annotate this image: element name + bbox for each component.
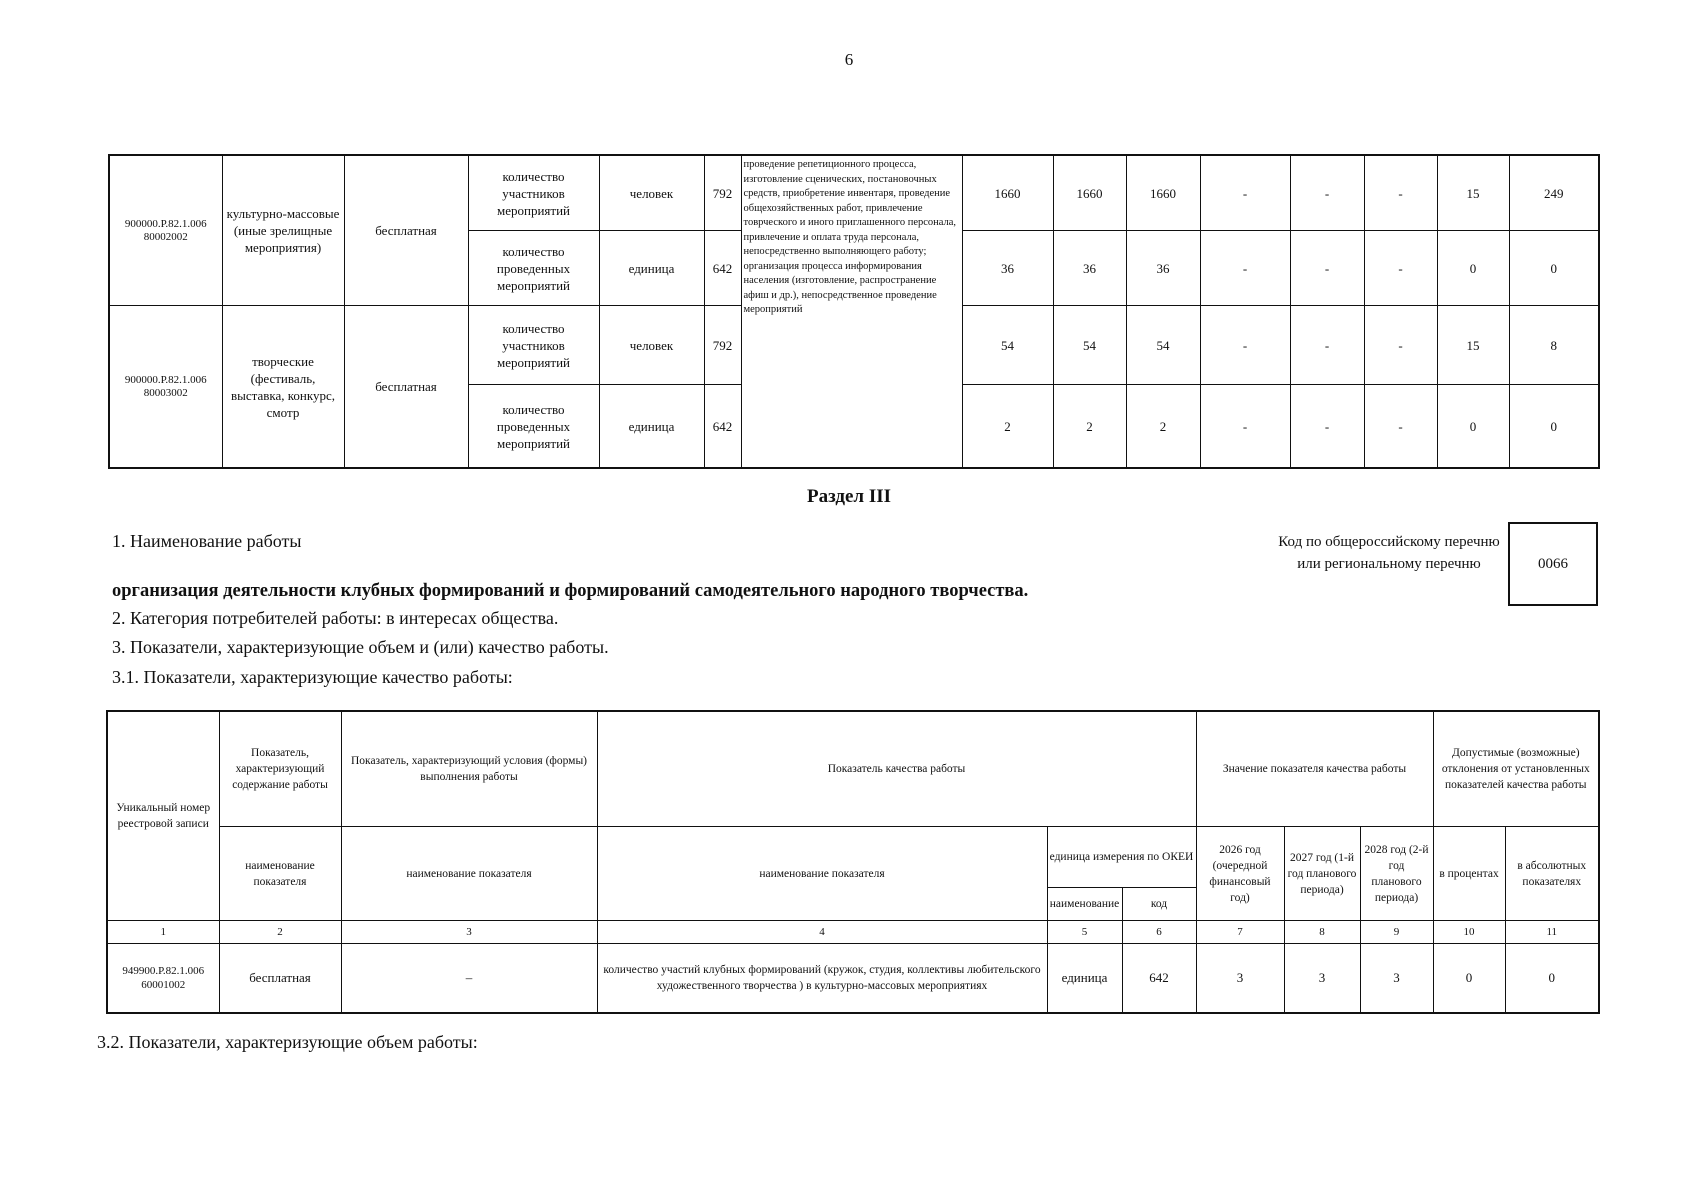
value-2027: 3 — [1284, 944, 1360, 1014]
value-2027: 36 — [1053, 231, 1126, 306]
payment-type: бесплатная — [344, 306, 468, 469]
header-indicator-name: наименование показателя — [597, 827, 1047, 921]
table-row — [107, 944, 1599, 1014]
consumer-category: 2. Категория потребителей работы: в интересах общества. — [112, 608, 559, 628]
service-type: культурно-массовые (иные зрелищные мероприятия) — [222, 155, 344, 306]
value-2028: 2 — [1126, 385, 1200, 469]
value-2026: 2 — [962, 385, 1053, 469]
unit-name: единица — [1047, 944, 1122, 1014]
value-2027: 1660 — [1053, 155, 1126, 231]
header-indicator-name: наименование показателя — [341, 827, 597, 921]
header-unit-code: код — [1122, 888, 1196, 921]
dash-cell: - — [1364, 231, 1437, 306]
registry-id: 900000.Р.82.1.006 80003002 — [109, 306, 222, 469]
deviation-absolute: 0 — [1509, 231, 1599, 306]
header-indicator-name: наименование показателя — [219, 827, 341, 921]
section-title: Раздел III — [806, 486, 892, 507]
deviation-absolute: 0 — [1509, 385, 1599, 469]
unit-name: человек — [599, 155, 704, 231]
conditions-value: – — [341, 944, 597, 1014]
unit-name: человек — [599, 306, 704, 385]
deviation-percent: 0 — [1437, 385, 1509, 469]
value-2028: 36 — [1126, 231, 1200, 306]
value-2028: 3 — [1360, 944, 1433, 1014]
column-number: 11 — [1505, 921, 1599, 944]
dash-cell: - — [1290, 306, 1364, 385]
header-percent: в процентах — [1433, 827, 1505, 921]
quality-indicators-table — [106, 710, 1600, 1014]
indicator-name: количество участников мероприятий — [468, 306, 599, 385]
indicators-heading: 3. Показатели, характеризующие объем и (или) качество работы. — [112, 637, 609, 657]
registry-id: 900000.Р.82.1.006 80002002 — [109, 155, 222, 306]
header-conditions-indicator: Показатель, характеризующий условия (формы) выполнения работы — [341, 711, 597, 827]
header-quality-indicator: Показатель качества работы — [597, 711, 1196, 827]
column-number: 10 — [1433, 921, 1505, 944]
services-volume-table — [108, 154, 1600, 469]
column-number: 4 — [597, 921, 1047, 944]
registry-code-box — [1508, 522, 1598, 606]
dash-cell: - — [1290, 231, 1364, 306]
unit-code: 792 — [704, 306, 741, 385]
column-number: 3 — [341, 921, 597, 944]
deviation-percent: 15 — [1437, 155, 1509, 231]
value-2028: 1660 — [1126, 155, 1200, 231]
dash-cell: - — [1364, 385, 1437, 469]
header-year-2028: 2028 год (2-й год планового периода) — [1360, 827, 1433, 921]
unit-code: 642 — [704, 385, 741, 469]
unit-code: 792 — [704, 155, 741, 231]
registry-id: 949900.Р.82.1.006 60001002 — [107, 944, 219, 1014]
dash-cell: - — [1200, 306, 1290, 385]
header-absolute: в абсолютных показателях — [1505, 827, 1599, 921]
dash-cell: - — [1364, 306, 1437, 385]
volume-indicators-heading: 3.2. Показатели, характеризующие объем работы: — [97, 1032, 478, 1052]
value-2027: 54 — [1053, 306, 1126, 385]
header-row — [107, 711, 1599, 827]
payment-type: бесплатная — [344, 155, 468, 306]
dash-cell: - — [1290, 155, 1364, 231]
value-2026: 36 — [962, 231, 1053, 306]
content-value: бесплатная — [219, 944, 341, 1014]
header-year-2026: 2026 год (очередной финансовый год) — [1196, 827, 1284, 921]
header-unique-number: Уникальный номер реестровой записи — [107, 711, 219, 921]
page-number: 6 — [844, 50, 854, 69]
column-number: 8 — [1284, 921, 1360, 944]
unit-name: единица — [599, 385, 704, 469]
work-name-label: 1. Наименование работы — [112, 531, 302, 551]
dash-cell: - — [1200, 231, 1290, 306]
column-number: 1 — [107, 921, 219, 944]
column-number: 6 — [1122, 921, 1196, 944]
deviation-absolute: 249 — [1509, 155, 1599, 231]
indicator-name: количество проведенных мероприятий — [468, 231, 599, 306]
unit-name: единица — [599, 231, 704, 306]
header-unit-name: наименование — [1047, 888, 1122, 921]
registry-code-value: 0066 — [1538, 555, 1568, 572]
dash-cell: - — [1364, 155, 1437, 231]
column-number: 5 — [1047, 921, 1122, 944]
deviation-percent: 0 — [1433, 944, 1505, 1014]
indicator-name: количество проведенных мероприятий — [468, 385, 599, 469]
activity-description: проведение репетиционного процесса, изготовление сценических, постановочных средств, приобретение инвентаря, проведение общехозяйственных работ, привлечение товрческого и иного приглашенного персонала, привлечение и оплата труда персонала, непосредственно выполняющего работу; организация процесса информирования населения (изготовление, распространение афиш и др.), непосредственное проведение мероприятий — [741, 155, 962, 468]
deviation-percent: 15 — [1437, 306, 1509, 385]
column-numbers-row — [107, 921, 1599, 944]
column-number: 7 — [1196, 921, 1284, 944]
header-unit-okei: единица измерения по ОКЕИ — [1047, 827, 1196, 888]
value-2027: 2 — [1053, 385, 1126, 469]
deviation-absolute: 0 — [1505, 944, 1599, 1014]
column-number: 9 — [1360, 921, 1433, 944]
unit-code: 642 — [1122, 944, 1196, 1014]
header-content-indicator: Показатель, характеризующий содержание работы — [219, 711, 341, 827]
column-number: 2 — [219, 921, 341, 944]
work-name: организация деятельности клубных формирований и формирований самодеятельного народного творчества. — [112, 581, 1029, 601]
indicator-name: количество участников мероприятий — [468, 155, 599, 231]
value-2026: 3 — [1196, 944, 1284, 1014]
dash-cell: - — [1290, 385, 1364, 469]
quality-indicators-heading: 3.1. Показатели, характеризующие качество работы: — [112, 667, 513, 687]
deviation-percent: 0 — [1437, 231, 1509, 306]
header-row — [107, 827, 1599, 888]
unit-code: 642 — [704, 231, 741, 306]
deviation-absolute: 8 — [1509, 306, 1599, 385]
dash-cell: - — [1200, 155, 1290, 231]
registry-code-label: Код по общероссийскому перечню или региональному перечню — [1278, 534, 1500, 572]
table-row — [109, 155, 1599, 231]
value-2028: 54 — [1126, 306, 1200, 385]
quality-indicator-name: количество участий клубных формирований (кружок, студия, коллективы любительского художественного творчества ) в культурно-массовых мероприятиях — [597, 944, 1047, 1014]
header-year-2027: 2027 год (1-й год планового периода) — [1284, 827, 1360, 921]
header-deviations: Допустимые (возможные) отклонения от установленных показателей качества работы — [1433, 711, 1599, 827]
dash-cell: - — [1200, 385, 1290, 469]
service-type: творческие (фестиваль, выставка, конкурс, смотр — [222, 306, 344, 469]
value-2026: 54 — [962, 306, 1053, 385]
header-quality-value: Значение показателя качества работы — [1196, 711, 1433, 827]
value-2026: 1660 — [962, 155, 1053, 231]
